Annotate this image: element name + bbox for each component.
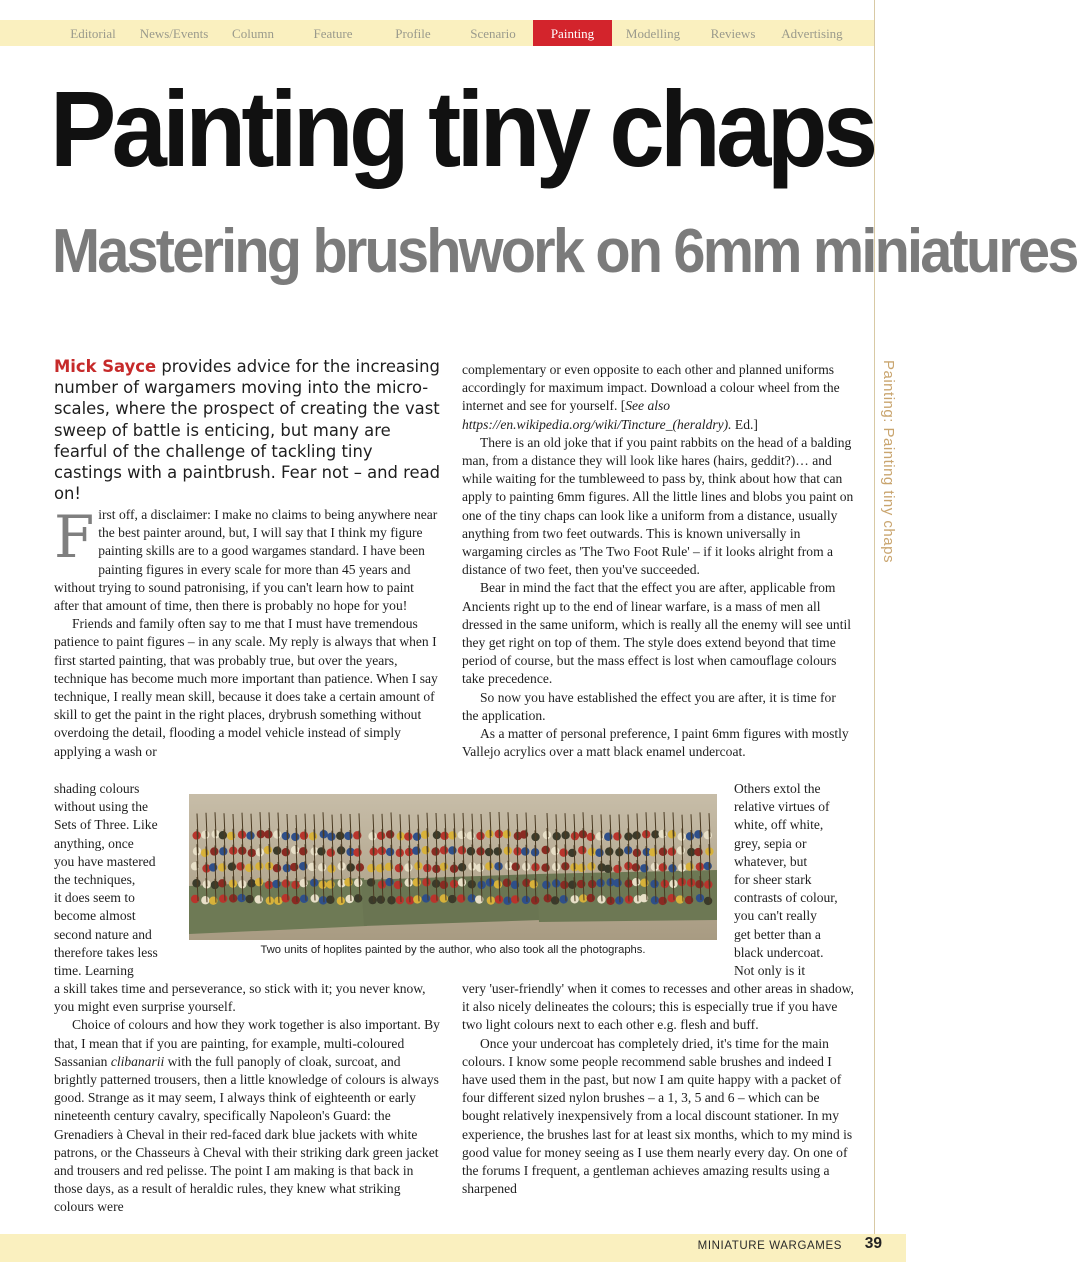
hoplite-shield xyxy=(430,895,438,903)
hoplite-shield xyxy=(422,878,430,886)
hoplite-shield xyxy=(560,881,568,889)
hoplite-shield xyxy=(613,865,621,873)
hoplite-shield xyxy=(658,830,666,838)
hoplite-shield xyxy=(219,847,227,855)
paragraph-text: Choice of colours and how they work together is also important. By that, I mean that if you are painting, for example, multi-coloured Sassanian xyxy=(54,1017,440,1069)
text-line: for sheer stark xyxy=(734,872,812,888)
hoplite-shield xyxy=(422,846,430,854)
hoplite-shield xyxy=(503,879,511,887)
text-line: Not only is it xyxy=(734,963,806,979)
hoplite-shield xyxy=(466,832,474,840)
hoplite-shield xyxy=(273,830,281,838)
paragraph: There is an old joke that if you paint rabbits on the head of a balding man, from a distance they will look like hares (hairs, geddit?)… and while waiting for the tumbleweed to pass by, think about how that can apply to painting 6mm figures. All the little lines and blobs you paint on one of the tiny chaps can look like a uniform from a distance, usually anything from two feet outwards. This is known universally in wargaming circles as 'The Two Foot Rule' – if it looks alright from a distance of two feet, then you've succeeded. xyxy=(462,434,854,578)
hoplite-shield xyxy=(677,833,685,841)
hoplite-shield xyxy=(210,847,218,855)
hoplite-shield xyxy=(704,897,712,905)
nav-item-painting[interactable]: Painting xyxy=(533,20,612,46)
hoplite-shield xyxy=(458,878,466,886)
hoplite-shield xyxy=(386,848,394,856)
author-name: Mick Sayce xyxy=(54,357,157,376)
hoplite-shield xyxy=(422,894,430,902)
hoplite-shield xyxy=(395,864,403,872)
hoplite-shield xyxy=(668,864,676,872)
hoplite-shield xyxy=(596,832,604,840)
hoplite-shield xyxy=(529,880,537,888)
hoplite-shield xyxy=(468,894,476,902)
hoplite-shield xyxy=(318,863,326,871)
hoplite-shield xyxy=(309,832,317,840)
paragraph: As a matter of personal preference, I paint 6mm figures with mostly Vallejo acrylics over a matt black enamel undercoat. xyxy=(462,726,849,760)
nav-item-news-events[interactable]: News/Events xyxy=(139,26,209,41)
text-line: become almost xyxy=(54,908,136,924)
text-line: contrasts of colour, xyxy=(734,890,838,906)
drop-cap: F xyxy=(54,503,95,571)
standfirst xyxy=(54,356,444,504)
hoplite-shield xyxy=(291,833,299,841)
hoplite-shield xyxy=(192,879,200,887)
paragraph xyxy=(462,361,854,434)
body-column-right-lower xyxy=(462,980,854,1198)
hoplite-shield xyxy=(201,849,209,857)
hoplite-shield xyxy=(300,831,308,839)
hoplite-shield xyxy=(596,879,604,887)
hoplite-shield xyxy=(353,848,361,856)
hoplite-shield xyxy=(219,831,227,839)
hoplite-shield xyxy=(282,879,290,887)
hoplite-shield xyxy=(440,846,448,854)
paragraph: Friends and family often say to me that I must have tremendous patience to paint figures – in any scale. My reply is always that when I first started painting, that was probably true, but over the years, technique has become much more important than patience. When I say technique, I really mean skill, because it does take a certain amount of skill to get the paint in the right places, drybrush something without overdoing the detail, flooding a model vehicle instead of simply applying a wash or xyxy=(54,616,438,759)
hoplite-shield xyxy=(587,862,595,870)
hoplite-shield xyxy=(264,830,272,838)
magazine-name: MINIATURE WARGAMES xyxy=(697,1240,842,1252)
nav-item-editorial[interactable]: Editorial xyxy=(70,26,116,41)
hoplite-shield xyxy=(377,895,385,903)
hoplite-shield xyxy=(396,896,404,904)
hoplite-shield xyxy=(440,881,448,889)
hoplite-shield xyxy=(541,846,549,854)
text-line: you have mastered xyxy=(54,853,156,869)
nav-item-modelling[interactable]: Modelling xyxy=(625,26,681,41)
hoplite-shield xyxy=(264,846,272,854)
hoplite-shield xyxy=(246,831,254,839)
italic-term: clibanarii xyxy=(110,1053,165,1069)
section-nav xyxy=(0,20,874,46)
hoplite-shield xyxy=(254,895,262,903)
hoplite-shield xyxy=(695,880,703,888)
text-line: Others extol the xyxy=(734,781,821,796)
hoplite-shield xyxy=(385,878,393,886)
hoplite-shield xyxy=(413,878,421,886)
body-column-left xyxy=(54,503,440,761)
text-line: you can't really xyxy=(734,908,817,924)
side-section-tab: Painting: Painting tiny chaps xyxy=(880,360,897,563)
text-line: second nature and xyxy=(54,926,152,942)
hoplite-shield xyxy=(686,863,694,871)
hoplite-shield xyxy=(255,878,263,886)
hoplite-shield xyxy=(272,880,280,888)
reference-link[interactable]: See also https://en.wikipedia.org/wiki/Tincture_(heraldry). xyxy=(462,398,732,432)
hoplite-shield xyxy=(485,862,493,870)
hoplite-shield xyxy=(237,894,245,902)
hoplite-shield xyxy=(327,848,335,856)
miniatures-illustration xyxy=(189,794,717,940)
hoplite-shield xyxy=(236,862,244,870)
text-line: the techniques, xyxy=(54,872,136,888)
hoplite-shield xyxy=(605,847,613,855)
hoplite-shield xyxy=(542,881,550,889)
hoplite-shield xyxy=(551,847,559,855)
hoplite-shield xyxy=(667,894,675,902)
text-line: without using the xyxy=(54,799,149,815)
hoplite-shield xyxy=(319,896,327,904)
wrap-text-left xyxy=(54,780,184,980)
hoplite-shield xyxy=(386,830,394,838)
hoplite-shield xyxy=(522,896,530,904)
hoplite-shield xyxy=(659,848,667,856)
paragraph: Bear in mind the fact that the effect you are after, applicable from Ancients right up to the end of linear warfare, is a mass of men all dressed in the same uniform, which is really all the enemy will see until they get right on top of them. The style does extend beyond that time period of course, but the mass effect is lost when camouflage colours take precedence. xyxy=(462,580,851,687)
hoplite-shield xyxy=(368,896,376,904)
nav-item-profile[interactable]: Profile xyxy=(395,26,431,41)
margin-rule xyxy=(874,0,875,1235)
hoplite-shield xyxy=(282,848,290,856)
nav-item-reviews[interactable]: Reviews xyxy=(710,26,756,41)
hoplite-shield xyxy=(677,846,685,854)
hoplite-shield xyxy=(495,895,503,903)
hoplite-shield xyxy=(327,865,335,873)
hoplite-shield xyxy=(521,847,529,855)
hoplite-shield xyxy=(704,831,712,839)
hoplite-shield xyxy=(354,894,362,902)
hoplite-shield xyxy=(368,832,376,840)
paragraph xyxy=(54,1016,440,1216)
hoplite-shield xyxy=(494,880,502,888)
hoplite-shield xyxy=(485,848,493,856)
hoplite-shield xyxy=(632,878,640,886)
hoplite-shield xyxy=(219,894,227,902)
paragraph: Once your undercoat has completely dried, it's time for the main colours. I know some people recommend sable brushes and indeed I have used them in the past, but now I am quite happy with a packet of four different sized nylon brushes – a 1, 3, 5 and 6 – which can be bought relatively inexpensively from a local discount stationer. In my experience, the brushes last for at least six months, which to my mind is good value for money seeing as I use them nearly every day. On one of the forums I frequent, a gentleman achieves amazing results using a sharpened xyxy=(462,1035,853,1197)
text-line: white, off white, xyxy=(734,817,824,833)
hoplite-shield xyxy=(632,863,640,871)
hoplite-shield xyxy=(440,862,448,870)
hoplite-shield xyxy=(578,864,586,872)
hoplite-shield xyxy=(337,897,345,905)
hoplite-shield xyxy=(668,830,676,838)
hoplite-shield xyxy=(485,830,493,838)
text-line: time. Learning xyxy=(54,963,134,979)
hoplite-shield xyxy=(579,894,587,902)
hoplite-shield xyxy=(201,896,209,904)
hoplite-shield xyxy=(659,863,667,871)
hoplite-shield xyxy=(228,862,236,870)
nav-item-feature[interactable]: Feature xyxy=(313,26,353,41)
text-line: Sets of Three. Like xyxy=(54,817,158,833)
hoplite-shield xyxy=(704,880,712,888)
body-column-left-lower xyxy=(54,980,440,1217)
hoplite-shield xyxy=(344,878,352,886)
hoplite-shield xyxy=(281,894,289,902)
paragraph-text: with the full panoply of cloak, surcoat, and brightly patterned trousers, then a little knowledge of colours is always good. Strange as it may seem, I always think of eighteenth or early nineteenth century cavalry, specifically Napoleon's Guard: the Grenadiers à Cheval in their red-faced dark blue jackets with white patrons, or the Chasseurs à Cheval with their striking dark green jacket and trousers and red pelisse. The point I am making is that back in those days, as a result of heraldic rules, they knew what striking colours were xyxy=(54,1053,439,1215)
hoplite-shield xyxy=(503,830,511,838)
hoplite-shield xyxy=(273,846,281,854)
text-line: shading colours xyxy=(54,781,140,796)
hoplite-shield xyxy=(273,864,281,872)
body-column-right xyxy=(462,361,854,761)
hoplite-shield xyxy=(650,880,658,888)
hoplite-shield xyxy=(476,847,484,855)
hoplite-shield xyxy=(440,894,448,902)
text-line: black undercoat. xyxy=(734,944,824,960)
hoplite-shield xyxy=(292,896,300,904)
hoplites-photo xyxy=(189,794,717,940)
nav-item-scenario[interactable]: Scenario xyxy=(470,26,516,41)
hoplite-shield xyxy=(299,879,307,887)
hoplite-shield xyxy=(551,896,559,904)
hoplite-shield xyxy=(503,897,511,905)
paragraph-text: complementary or even opposite to each other and planned uniforms accordingly for maximum impact. Download a colour wheel from the internet and see for yourself. [ xyxy=(462,362,840,414)
text-line: anything, once xyxy=(54,835,134,851)
paragraph xyxy=(54,503,440,615)
hoplite-shield xyxy=(404,863,412,871)
hoplite-shield xyxy=(559,848,567,856)
hoplite-shield xyxy=(300,895,308,903)
hoplite-shield xyxy=(458,831,466,839)
page-number: 39 xyxy=(864,1235,882,1252)
hoplite-shield xyxy=(613,879,621,887)
standfirst-text: provides advice for the increasing number of wargamers moving into the micro-scales, where the prospect of creating the vast sweep of battle is enticing, but many are fearful of the challenge of tackling tiny castings with a paintbrush. Fear not – and read on! xyxy=(54,357,441,504)
hoplite-shield xyxy=(345,895,353,903)
text-line: get better than a xyxy=(734,926,821,942)
hoplite-shield xyxy=(512,863,520,871)
hoplite-shield xyxy=(587,833,595,841)
hoplite-shield xyxy=(291,881,299,889)
hoplite-shield xyxy=(587,894,595,902)
text-line: relative virtues of xyxy=(734,799,830,815)
paragraph: very 'user-friendly' when it comes to recesses and other areas in shadow, it also nicely delineates the colours; this is especially true if you have two light colours next to each other e.g. flesh and buff. xyxy=(462,981,854,1033)
hoplite-shield xyxy=(413,832,421,840)
text-line: it does seem to xyxy=(54,890,135,906)
hoplite-shield xyxy=(282,832,290,840)
hoplite-shield xyxy=(336,832,344,840)
hoplite-shield xyxy=(413,895,421,903)
hoplite-shield xyxy=(440,832,448,840)
hoplite-shield xyxy=(354,879,362,887)
photo-caption: Two units of hoplites painted by the author, who also took all the photographs. xyxy=(260,944,646,956)
hoplite-shield xyxy=(559,895,567,903)
hoplite-shield xyxy=(531,896,539,904)
hoplite-shield xyxy=(541,863,549,871)
hoplite-shield xyxy=(494,847,502,855)
paragraph: a skill takes time and perseverance, so stick with it; you never know, you might even surprise yourself. xyxy=(54,981,426,1015)
hoplite-shield xyxy=(458,846,466,854)
hoplite-shield xyxy=(595,849,603,857)
hoplite-shield xyxy=(201,831,209,839)
text-line: grey, sepia or xyxy=(734,835,807,851)
text-line: whatever, but xyxy=(734,853,808,869)
hoplite-shield xyxy=(291,846,299,854)
hoplite-shield xyxy=(255,862,263,870)
paragraph: So now you have established the effect you are after, it is time for the application. xyxy=(462,689,836,723)
paragraph-text: irst off, a disclaimer: I make no claims to being anywhere near the best painter around, but, I will say that I think my figure painting skills are to a good wargames standard. I have been painting figures in every scale for more than 45 years and without trying to sound patronising, if you can't learn how to paint after that amount of time, then there is probably no hope for you! xyxy=(54,507,438,614)
hoplite-shield xyxy=(404,832,412,840)
hoplite-shield xyxy=(659,897,667,905)
hoplite-shield xyxy=(578,846,586,854)
text-line: therefore takes less xyxy=(54,944,158,960)
paragraph-text: Ed.] xyxy=(731,416,758,432)
hoplite-shield xyxy=(668,848,676,856)
hoplite-shield xyxy=(326,880,334,888)
wrap-text-right xyxy=(734,780,859,980)
hoplite-shield xyxy=(458,863,466,871)
hoplite-shield xyxy=(476,864,484,872)
hoplite-shield xyxy=(476,832,484,840)
nav-item-advertising[interactable]: Advertising xyxy=(781,26,843,41)
hoplite-shield xyxy=(377,832,385,840)
hoplite-shield xyxy=(651,896,659,904)
nav-item-column[interactable]: Column xyxy=(232,26,274,41)
hoplite-shield xyxy=(245,895,253,903)
hoplite-shield xyxy=(327,832,335,840)
hoplite-shield xyxy=(229,894,237,902)
article-title: Painting tiny chaps xyxy=(50,68,874,189)
hoplite-shield xyxy=(703,862,711,870)
page-footer xyxy=(0,1234,906,1262)
hoplite-shield xyxy=(686,832,694,840)
hoplite-shield xyxy=(467,847,475,855)
hoplite-shield xyxy=(696,894,704,902)
article-subtitle: Mastering brushwork on 6mm miniatures xyxy=(52,217,1077,286)
